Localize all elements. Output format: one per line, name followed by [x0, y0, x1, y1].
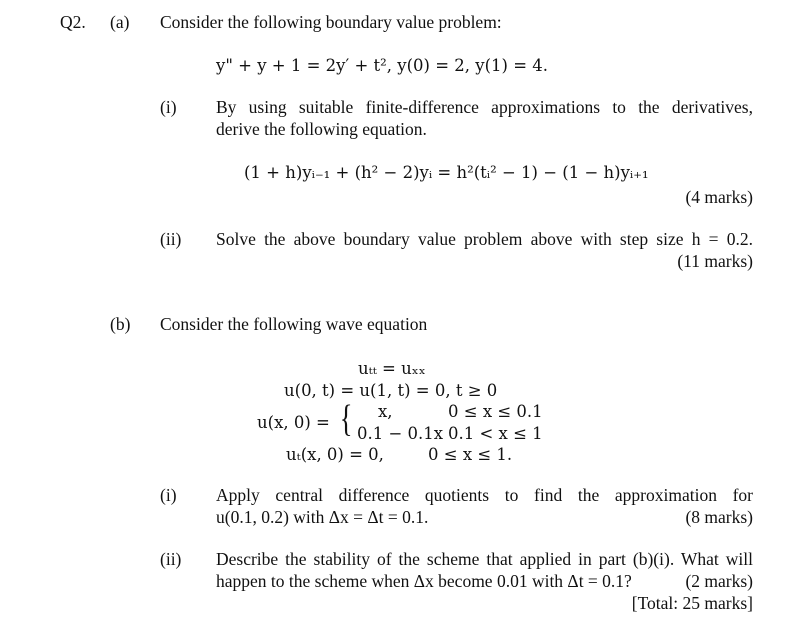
part-a-i-label: (i)	[160, 97, 177, 117]
part-b-i-label: (i)	[160, 485, 177, 505]
part-b-ii-marks: (2 marks)	[685, 571, 753, 591]
part-a-ii-text: Solve the above boundary value problem above with step size h = 0.2.	[216, 229, 753, 249]
part-b-ii-line1: Describe the stability of the scheme that applied in part (b)(i). What will	[216, 549, 753, 569]
part-b-i-line1: Apply central difference quotients to find the approximation for	[216, 485, 753, 505]
wave-equation: uₜₜ = uₓₓ	[358, 359, 426, 378]
part-b-i-line2: u(0.1, 0.2) with Δx = Δt = 0.1.	[216, 507, 429, 527]
part-b-intro: Consider the following wave equation	[160, 314, 428, 334]
case2-condition: 0.1 < x ≤ 1	[448, 424, 543, 443]
part-b-ii-line2: happen to the scheme when Δx become 0.01 with Δt = 0.1?	[216, 571, 632, 591]
part-a-label: (a)	[110, 12, 130, 32]
question-number: Q2.	[60, 12, 86, 32]
part-b-label: (b)	[110, 314, 131, 334]
case1-expression: x,	[378, 402, 393, 421]
part-b-i-marks: (8 marks)	[685, 507, 753, 527]
part-a-i-marks: (4 marks)	[685, 187, 753, 207]
part-b-ii-label: (ii)	[160, 549, 182, 569]
case2-expression: 0.1 − 0.1x	[357, 424, 444, 443]
initial-velocity-equation: uₜ(x, 0) = 0,	[286, 445, 384, 464]
part-a-i-line2: derive the following equation.	[216, 119, 427, 139]
total-marks: [Total: 25 marks]	[631, 593, 753, 613]
boundary-conditions: u(0, t) = u(1, t) = 0, t ≥ 0	[284, 381, 498, 400]
case1-condition: 0 ≤ x ≤ 0.1	[448, 402, 543, 421]
finite-difference-equation: (1 + h)yᵢ₋₁ + (h² − 2)yᵢ = h²(tᵢ² − 1) − (1 − h)yᵢ₊₁	[244, 163, 649, 182]
part-a-i-line1: By using suitable finite-difference approximations to the derivatives,	[216, 97, 753, 117]
piecewise-brace: {	[339, 398, 353, 440]
boundary-value-equation: y" + y + 1 = 2y′ + t², y(0) = 2, y(1) = 4.	[216, 56, 549, 75]
initial-displacement-lhs: u(x, 0) =	[257, 413, 330, 432]
part-a-intro: Consider the following boundary value problem:	[160, 12, 502, 32]
initial-velocity-condition: 0 ≤ x ≤ 1.	[428, 445, 513, 464]
part-a-ii-marks: (11 marks)	[677, 251, 753, 271]
part-a-ii-label: (ii)	[160, 229, 182, 249]
